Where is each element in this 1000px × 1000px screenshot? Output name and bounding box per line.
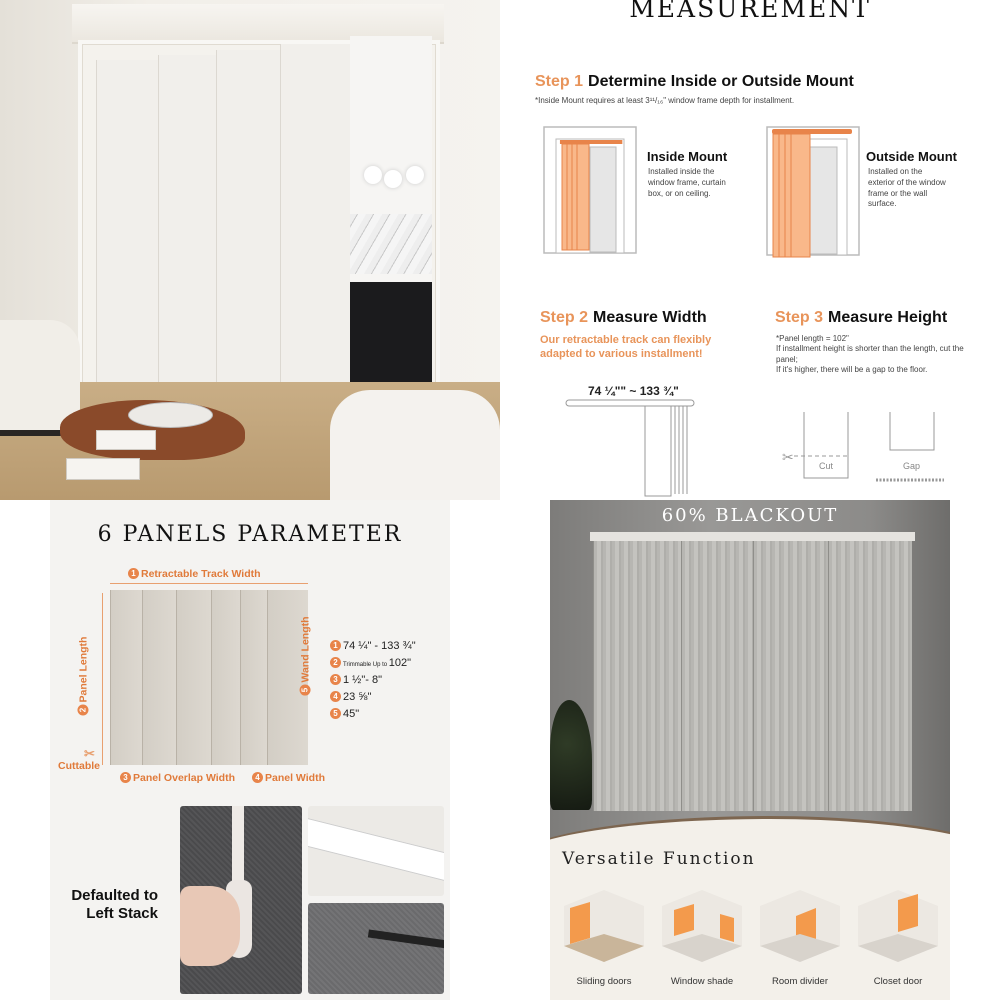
outside-mount-title: Outside Mount <box>866 149 957 164</box>
panel <box>240 590 267 765</box>
spec-value: 102" <box>388 657 412 669</box>
label-text: Panel Length <box>77 636 90 703</box>
blackout-feature <box>550 500 950 1000</box>
pendant-lamp <box>406 166 424 184</box>
panel <box>176 590 211 765</box>
inside-mount-description: Installed inside the window frame, curtain box, or on ceiling. <box>648 167 726 198</box>
height-diagram <box>780 410 960 490</box>
gap-label: Gap <box>903 461 921 471</box>
track-width-diagram <box>560 398 700 500</box>
scissors-icon: ✂ <box>84 746 95 761</box>
badge: 1 <box>330 640 341 651</box>
wand <box>232 806 244 886</box>
step2-number: Step 2 <box>540 309 589 326</box>
pendant-lamp <box>384 170 402 188</box>
step3-heading <box>775 309 947 327</box>
parameter-title: 6 PANELS PARAMETER <box>97 522 403 547</box>
step3-note-line: If it's higher, there will be a gap to the floor. <box>776 365 928 375</box>
step3-title: Measure Height <box>828 309 948 326</box>
track <box>308 817 444 883</box>
room-divider-room-icon <box>760 890 840 962</box>
track-width-line <box>110 583 308 584</box>
badge-2: 2 <box>77 704 88 715</box>
spec-5 <box>330 708 359 720</box>
use-label: Window shade <box>670 976 734 987</box>
blind-diagram <box>110 590 308 765</box>
badge-5: 5 <box>300 685 311 696</box>
panels-parameter <box>50 500 450 1000</box>
hand <box>180 886 240 966</box>
panel-width-label <box>252 772 325 784</box>
track-width-range: 74 ¼"" ~ 133 ¾" <box>588 384 679 398</box>
step1-note: *Inside Mount requires at least 3¹¹/₁₆" window frame depth for installment. <box>535 96 795 105</box>
track-photo <box>308 806 444 896</box>
left-stack-caption: Defaulted to Left Stack <box>71 887 158 922</box>
wand-length-label <box>300 616 312 695</box>
inside-mount-title: Inside Mount <box>647 149 728 164</box>
panel <box>211 590 240 765</box>
blind-panel <box>158 55 216 388</box>
badge-4: 4 <box>252 772 263 783</box>
label-text: Panel Overlap Width <box>133 772 236 784</box>
scissors-blade <box>368 929 444 948</box>
book <box>96 430 156 450</box>
label-text: Wand Length <box>299 616 312 683</box>
step1-title: Determine Inside or Outside Mount <box>588 73 854 90</box>
spec-prefix: Trimmable Up to <box>343 662 389 668</box>
step2-heading <box>540 309 707 327</box>
blind-panel <box>216 50 280 383</box>
spec-value: 1 ½"- 8" <box>343 674 382 686</box>
spec-1 <box>330 640 416 652</box>
step3-note-line: If installment height is shorter than the length, cut the panel; <box>776 344 964 364</box>
product-photo-living-room <box>0 0 500 500</box>
use-label: Closet door <box>873 976 923 987</box>
inside-mount-diagram <box>542 125 642 255</box>
panel-length-label <box>77 637 89 716</box>
badge: 5 <box>330 708 341 719</box>
overlap-label <box>120 772 235 784</box>
outside-mount-diagram <box>765 125 865 260</box>
step3-note <box>776 334 976 376</box>
panel <box>142 590 176 765</box>
badge-3: 3 <box>120 772 131 783</box>
marble-backsplash <box>350 214 432 274</box>
spec-3 <box>330 674 382 686</box>
blackout-title: 60% BLACKOUT <box>661 505 839 526</box>
headrail <box>590 532 915 541</box>
pendant-lamp <box>364 166 382 184</box>
sofa-left <box>0 320 80 430</box>
use-label: Sliding doors <box>576 976 632 987</box>
cutting-photo <box>308 903 444 994</box>
use-label: Room divider <box>772 976 828 987</box>
badge-1: 1 <box>128 568 139 579</box>
outside-mount-description: Installed on the exterior of the window frame or the wall surface. <box>868 167 946 209</box>
closet-door-room-icon <box>858 890 938 962</box>
blind-panel <box>753 541 828 811</box>
spec-4 <box>330 691 371 703</box>
label-text: Panel Width <box>265 772 325 784</box>
blind-panel <box>280 44 350 384</box>
panel <box>110 590 142 765</box>
kitchen-view <box>350 36 432 382</box>
panel-length-line <box>102 593 103 765</box>
spec-value: 23 ⅝" <box>343 691 372 703</box>
sliding-doors-room-icon <box>564 890 644 962</box>
versatile-function-title: Versatile Function <box>562 849 756 869</box>
scissors-icon: ✂ <box>782 449 794 465</box>
blind-panel <box>681 541 753 811</box>
spec-value: 74 ¼" - 133 ¾" <box>343 640 416 652</box>
spec-2 <box>330 657 411 669</box>
measurement-title: MEASUREMENT <box>629 0 871 23</box>
blind-panel <box>593 541 681 811</box>
window-shade-room-icon <box>662 890 742 962</box>
step3-number: Step 3 <box>775 309 824 326</box>
step2-subtitle: Our retractable track can flexibly adapted to various installment! <box>540 334 712 361</box>
wand-photo <box>180 806 302 994</box>
blind-panel <box>828 541 912 811</box>
step1-heading <box>535 73 854 91</box>
black-cabinet <box>350 282 432 382</box>
book <box>66 458 140 480</box>
blind-panel <box>96 60 158 390</box>
step2-title: Measure Width <box>593 309 707 326</box>
step1-number: Step 1 <box>535 73 584 90</box>
cuttable-label: Cuttable <box>58 760 100 772</box>
track-width-label <box>128 568 261 580</box>
badge: 3 <box>330 674 341 685</box>
spec-value: 45" <box>343 708 360 720</box>
step3-note-line: *Panel length = 102" <box>776 334 849 343</box>
badge: 4 <box>330 691 341 702</box>
cut-label: Cut <box>819 461 834 471</box>
measurement-guide <box>500 0 1000 500</box>
marble-tray <box>128 402 213 428</box>
armchair-right <box>330 390 500 500</box>
badge: 2 <box>330 657 341 668</box>
label-text: Retractable Track Width <box>141 568 261 580</box>
